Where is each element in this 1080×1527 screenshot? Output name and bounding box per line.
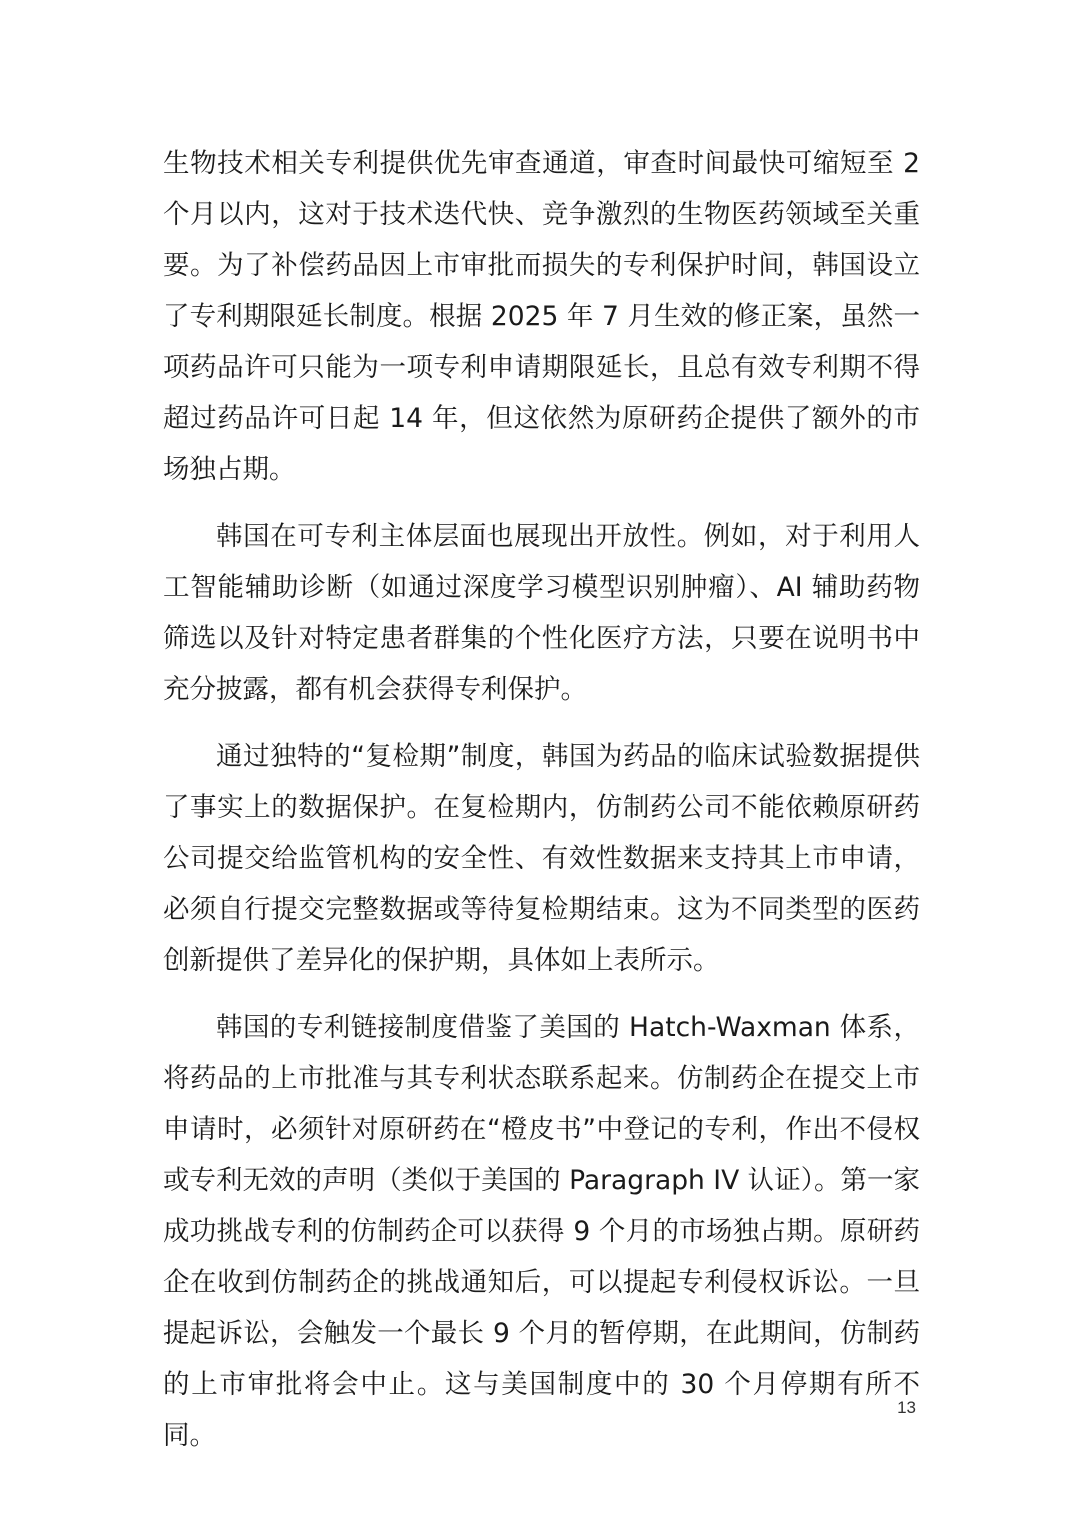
document-body (163, 138, 920, 1477)
paragraph-patent-linkage: 韩国的专利链接制度借鉴了美国的 Hatch-Waxman 体系，将药品的上市批准与其专利状态联系起来。仿制药企在提交上市申请时，必须针对原研药在“橙皮书”中登记的专利，作出不侵权或专利无效的声明（类似于美国的 Paragraph IV 认证）。第一家成功挑战专利的仿制药企可以获得 9 个月的市场独占期。原研药企在收到仿制药企的挑战通知后，可以提起专利侵权诉讼。一旦提起诉讼，会触发一个最长 9 个月的暂停期，在此期间，仿制药的上市审批将会中止。这与美国制度中的 30 个月停期有所不同。 (163, 1012, 920, 1451)
paragraph-data-protection: 通过独特的“复检期”制度，韩国为药品的临床试验数据提供了事实上的数据保护。在复检期内，仿制药公司不能依赖原研药公司提交给监管机构的安全性、有效性数据来支持其上市申请，必须自行提交完整数据或等待复检期结束。这为不同类型的医药创新提供了差异化的保护期，具体如上表所示。 (163, 741, 920, 976)
page-number: 13 (897, 1398, 916, 1417)
paragraph-continued: 生物技术相关专利提供优先审查通道，审查时间最快可缩短至 2 个月以内，这对于技术迭代快、竞争激烈的生物医药领域至关重要。为了补偿药品因上市审批而损失的专利保护时间，韩国设立了专利期限延长制度。根据 2025 年 7 月生效的修正案，虽然一项药品许可只能为一项专利申请期限延长，且总有效专利期不得超过药品许可日起 14 年，但这依然为原研药企提供了额外的市场独占期。 (163, 148, 920, 485)
paragraph-patentable-subject-matter: 韩国在可专利主体层面也展现出开放性。例如，对于利用人工智能辅助诊断（如通过深度学习模型识别肿瘤）、AI 辅助药物筛选以及针对特定患者群集的个性化医疗方法，只要在说明书中充分披露，都有机会获得专利保护。 (163, 521, 920, 705)
